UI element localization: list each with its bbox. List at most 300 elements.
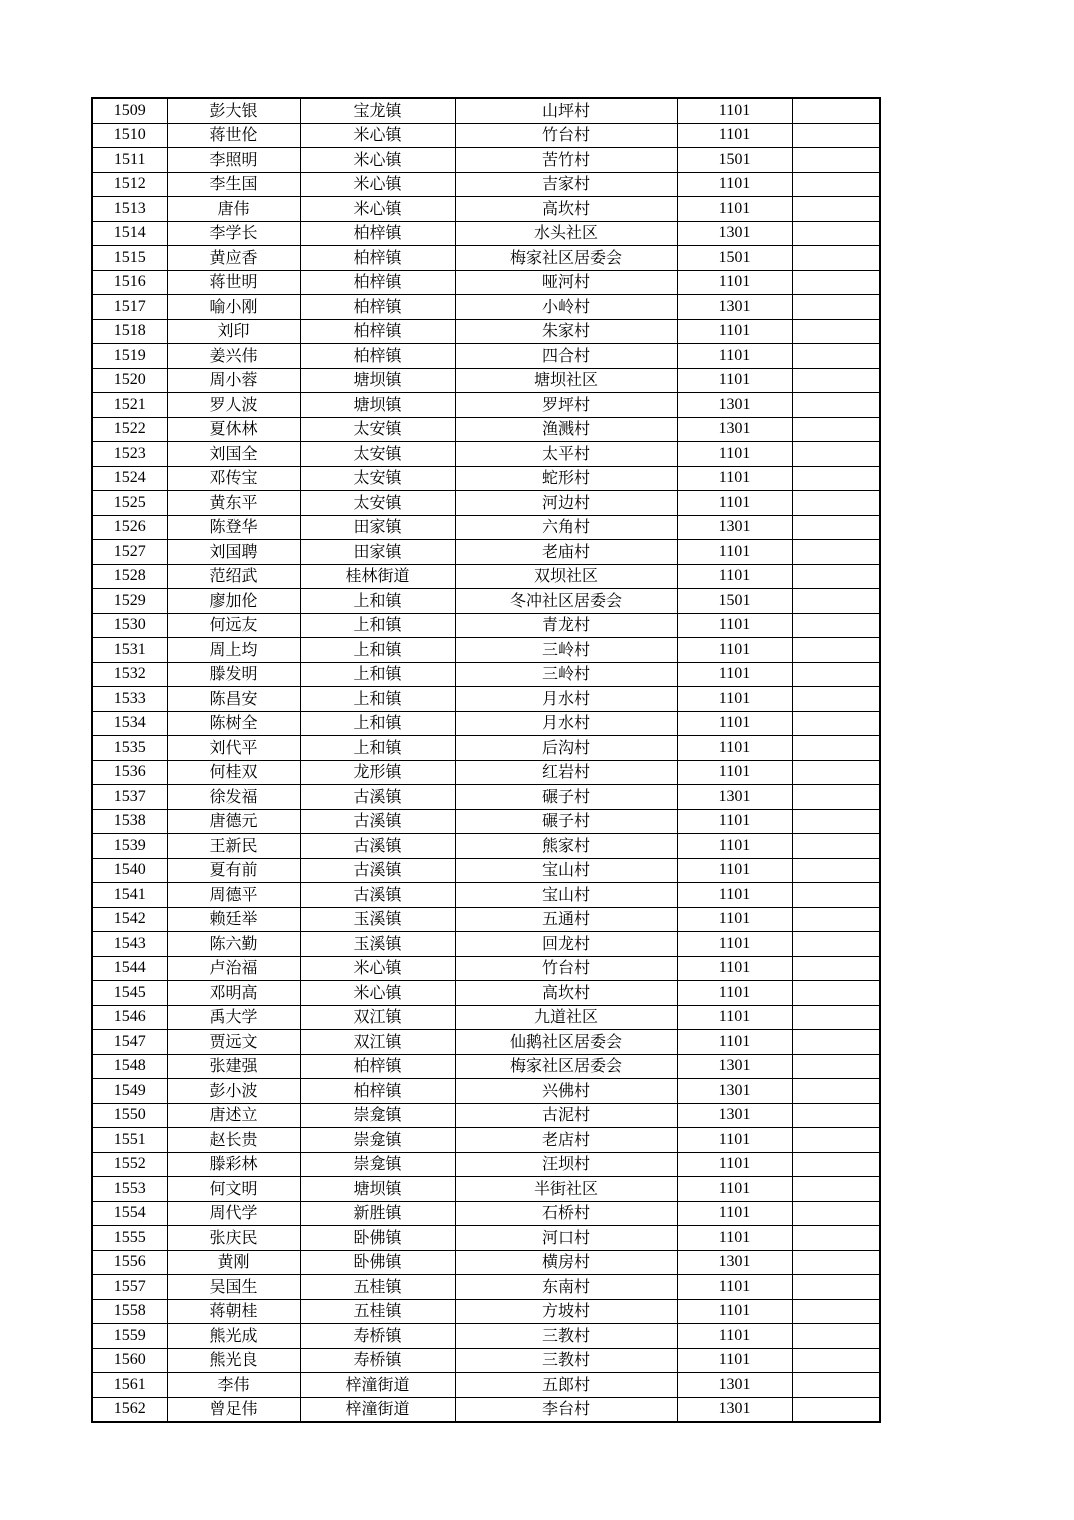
person-name-cell: 周代学 bbox=[167, 1201, 300, 1226]
code-cell: 1101 bbox=[677, 1201, 792, 1226]
empty-cell bbox=[792, 760, 880, 785]
code-cell: 1301 bbox=[677, 1250, 792, 1275]
village-cell: 三教村 bbox=[455, 1348, 677, 1373]
code-cell: 1301 bbox=[677, 393, 792, 418]
table-row bbox=[92, 1079, 880, 1104]
code-cell: 1501 bbox=[677, 246, 792, 271]
town-cell: 古溪镇 bbox=[300, 858, 455, 883]
person-name-cell: 李照明 bbox=[167, 148, 300, 173]
town-cell: 米心镇 bbox=[300, 172, 455, 197]
code-cell: 1101 bbox=[677, 858, 792, 883]
village-cell: 古泥村 bbox=[455, 1103, 677, 1128]
code-cell: 1101 bbox=[677, 809, 792, 834]
person-name-cell: 姜兴伟 bbox=[167, 344, 300, 369]
village-cell: 冬冲社区居委会 bbox=[455, 589, 677, 614]
town-cell: 太安镇 bbox=[300, 491, 455, 516]
town-cell: 双江镇 bbox=[300, 1005, 455, 1030]
person-name-cell: 卢治福 bbox=[167, 956, 300, 981]
person-name-cell: 滕彩林 bbox=[167, 1152, 300, 1177]
person-name-cell: 禹大学 bbox=[167, 1005, 300, 1030]
village-cell: 太平村 bbox=[455, 442, 677, 467]
code-cell: 1101 bbox=[677, 932, 792, 957]
code-cell: 1101 bbox=[677, 1030, 792, 1055]
village-cell: 青龙村 bbox=[455, 613, 677, 638]
town-cell: 柏梓镇 bbox=[300, 270, 455, 295]
row-number-cell: 1559 bbox=[92, 1324, 167, 1349]
town-cell: 玉溪镇 bbox=[300, 907, 455, 932]
row-number-cell: 1529 bbox=[92, 589, 167, 614]
village-cell: 后沟村 bbox=[455, 736, 677, 761]
row-number-cell: 1517 bbox=[92, 295, 167, 320]
code-cell: 1101 bbox=[677, 687, 792, 712]
row-number-cell: 1527 bbox=[92, 540, 167, 565]
village-cell: 横房村 bbox=[455, 1250, 677, 1275]
code-cell: 1101 bbox=[677, 1348, 792, 1373]
person-name-cell: 徐发福 bbox=[167, 785, 300, 810]
town-cell: 上和镇 bbox=[300, 613, 455, 638]
table-row bbox=[92, 172, 880, 197]
village-cell: 三岭村 bbox=[455, 662, 677, 687]
empty-cell bbox=[792, 1373, 880, 1398]
town-cell: 米心镇 bbox=[300, 148, 455, 173]
code-cell: 1101 bbox=[677, 907, 792, 932]
town-cell: 古溪镇 bbox=[300, 883, 455, 908]
town-cell: 柏梓镇 bbox=[300, 295, 455, 320]
town-cell: 桂林街道 bbox=[300, 564, 455, 589]
table-row bbox=[92, 1103, 880, 1128]
empty-cell bbox=[792, 148, 880, 173]
person-name-cell: 邓明高 bbox=[167, 981, 300, 1006]
town-cell: 上和镇 bbox=[300, 711, 455, 736]
row-number-cell: 1561 bbox=[92, 1373, 167, 1398]
village-cell: 五郎村 bbox=[455, 1373, 677, 1398]
code-cell: 1101 bbox=[677, 466, 792, 491]
table-row bbox=[92, 417, 880, 442]
person-name-cell: 唐德元 bbox=[167, 809, 300, 834]
empty-cell bbox=[792, 687, 880, 712]
table-row bbox=[92, 1373, 880, 1398]
village-cell: 兴佛村 bbox=[455, 1079, 677, 1104]
empty-cell bbox=[792, 858, 880, 883]
table-row bbox=[92, 858, 880, 883]
row-number-cell: 1543 bbox=[92, 932, 167, 957]
town-cell: 古溪镇 bbox=[300, 809, 455, 834]
code-cell: 1301 bbox=[677, 1054, 792, 1079]
empty-cell bbox=[792, 1103, 880, 1128]
village-cell: 哑河村 bbox=[455, 270, 677, 295]
village-cell: 竹台村 bbox=[455, 123, 677, 148]
code-cell: 1501 bbox=[677, 148, 792, 173]
row-number-cell: 1524 bbox=[92, 466, 167, 491]
row-number-cell: 1556 bbox=[92, 1250, 167, 1275]
village-cell: 五通村 bbox=[455, 907, 677, 932]
person-name-cell: 周小蓉 bbox=[167, 368, 300, 393]
town-cell: 太安镇 bbox=[300, 442, 455, 467]
table-row bbox=[92, 319, 880, 344]
town-cell: 田家镇 bbox=[300, 540, 455, 565]
row-number-cell: 1518 bbox=[92, 319, 167, 344]
town-cell: 卧佛镇 bbox=[300, 1250, 455, 1275]
town-cell: 古溪镇 bbox=[300, 834, 455, 859]
empty-cell bbox=[792, 1005, 880, 1030]
village-cell: 月水村 bbox=[455, 711, 677, 736]
code-cell: 1101 bbox=[677, 1324, 792, 1349]
person-name-cell: 黄刚 bbox=[167, 1250, 300, 1275]
town-cell: 上和镇 bbox=[300, 736, 455, 761]
table-row bbox=[92, 1054, 880, 1079]
empty-cell bbox=[792, 221, 880, 246]
empty-cell bbox=[792, 613, 880, 638]
empty-cell bbox=[792, 981, 880, 1006]
empty-cell bbox=[792, 785, 880, 810]
town-cell: 卧佛镇 bbox=[300, 1226, 455, 1251]
code-cell: 1301 bbox=[677, 221, 792, 246]
town-cell: 上和镇 bbox=[300, 638, 455, 663]
table-row bbox=[92, 1152, 880, 1177]
town-cell: 米心镇 bbox=[300, 956, 455, 981]
village-cell: 回龙村 bbox=[455, 932, 677, 957]
town-cell: 米心镇 bbox=[300, 981, 455, 1006]
person-name-cell: 唐伟 bbox=[167, 197, 300, 222]
empty-cell bbox=[792, 589, 880, 614]
person-name-cell: 李生国 bbox=[167, 172, 300, 197]
person-name-cell: 陈登华 bbox=[167, 515, 300, 540]
empty-cell bbox=[792, 1226, 880, 1251]
row-number-cell: 1539 bbox=[92, 834, 167, 859]
code-cell: 1101 bbox=[677, 1275, 792, 1300]
empty-cell bbox=[792, 1324, 880, 1349]
town-cell: 米心镇 bbox=[300, 123, 455, 148]
table-row bbox=[92, 466, 880, 491]
empty-cell bbox=[792, 123, 880, 148]
row-number-cell: 1534 bbox=[92, 711, 167, 736]
empty-cell bbox=[792, 1201, 880, 1226]
table-row bbox=[92, 295, 880, 320]
empty-cell bbox=[792, 393, 880, 418]
table-row bbox=[92, 613, 880, 638]
town-cell: 上和镇 bbox=[300, 687, 455, 712]
row-number-cell: 1513 bbox=[92, 197, 167, 222]
person-name-cell: 彭小波 bbox=[167, 1079, 300, 1104]
empty-cell bbox=[792, 1054, 880, 1079]
row-number-cell: 1549 bbox=[92, 1079, 167, 1104]
village-cell: 熊家村 bbox=[455, 834, 677, 859]
empty-cell bbox=[792, 662, 880, 687]
town-cell: 上和镇 bbox=[300, 662, 455, 687]
person-name-cell: 刘代平 bbox=[167, 736, 300, 761]
table-row bbox=[92, 711, 880, 736]
code-cell: 1101 bbox=[677, 540, 792, 565]
empty-cell bbox=[792, 1275, 880, 1300]
row-number-cell: 1554 bbox=[92, 1201, 167, 1226]
row-number-cell: 1531 bbox=[92, 638, 167, 663]
village-cell: 河边村 bbox=[455, 491, 677, 516]
code-cell: 1301 bbox=[677, 515, 792, 540]
village-cell: 六角村 bbox=[455, 515, 677, 540]
code-cell: 1301 bbox=[677, 1103, 792, 1128]
person-name-cell: 彭大银 bbox=[167, 98, 300, 123]
table-row bbox=[92, 540, 880, 565]
table-row bbox=[92, 148, 880, 173]
village-cell: 水头社区 bbox=[455, 221, 677, 246]
table-row bbox=[92, 1250, 880, 1275]
town-cell: 田家镇 bbox=[300, 515, 455, 540]
code-cell: 1101 bbox=[677, 883, 792, 908]
code-cell: 1101 bbox=[677, 613, 792, 638]
person-name-cell: 滕发明 bbox=[167, 662, 300, 687]
village-cell: 宝山村 bbox=[455, 883, 677, 908]
empty-cell bbox=[792, 1030, 880, 1055]
town-cell: 寿桥镇 bbox=[300, 1348, 455, 1373]
table-row bbox=[92, 393, 880, 418]
village-cell: 梅家社区居委会 bbox=[455, 246, 677, 271]
code-cell: 1301 bbox=[677, 295, 792, 320]
village-cell: 三教村 bbox=[455, 1324, 677, 1349]
town-cell: 太安镇 bbox=[300, 466, 455, 491]
table-row bbox=[92, 123, 880, 148]
village-cell: 山坪村 bbox=[455, 98, 677, 123]
person-name-cell: 王新民 bbox=[167, 834, 300, 859]
code-cell: 1101 bbox=[677, 1128, 792, 1153]
table-row bbox=[92, 662, 880, 687]
village-cell: 月水村 bbox=[455, 687, 677, 712]
person-name-cell: 蒋朝桂 bbox=[167, 1299, 300, 1324]
town-cell: 柏梓镇 bbox=[300, 246, 455, 271]
empty-cell bbox=[792, 1079, 880, 1104]
empty-cell bbox=[792, 319, 880, 344]
village-cell: 梅家社区居委会 bbox=[455, 1054, 677, 1079]
code-cell: 1101 bbox=[677, 638, 792, 663]
town-cell: 梓潼街道 bbox=[300, 1397, 455, 1422]
row-number-cell: 1535 bbox=[92, 736, 167, 761]
table-row bbox=[92, 687, 880, 712]
table-row bbox=[92, 270, 880, 295]
village-cell: 渔溅村 bbox=[455, 417, 677, 442]
roster-table-body bbox=[92, 98, 880, 1422]
code-cell: 1101 bbox=[677, 1226, 792, 1251]
person-name-cell: 周上均 bbox=[167, 638, 300, 663]
person-name-cell: 罗人波 bbox=[167, 393, 300, 418]
row-number-cell: 1536 bbox=[92, 760, 167, 785]
empty-cell bbox=[792, 809, 880, 834]
table-row bbox=[92, 1299, 880, 1324]
table-row bbox=[92, 883, 880, 908]
row-number-cell: 1512 bbox=[92, 172, 167, 197]
person-name-cell: 曾足伟 bbox=[167, 1397, 300, 1422]
row-number-cell: 1557 bbox=[92, 1275, 167, 1300]
person-name-cell: 刘印 bbox=[167, 319, 300, 344]
person-name-cell: 李学长 bbox=[167, 221, 300, 246]
village-cell: 塘坝社区 bbox=[455, 368, 677, 393]
table-row bbox=[92, 1324, 880, 1349]
empty-cell bbox=[792, 540, 880, 565]
person-name-cell: 赵长贵 bbox=[167, 1128, 300, 1153]
person-name-cell: 张建强 bbox=[167, 1054, 300, 1079]
person-name-cell: 何远友 bbox=[167, 613, 300, 638]
code-cell: 1101 bbox=[677, 491, 792, 516]
town-cell: 崇龛镇 bbox=[300, 1103, 455, 1128]
table-row bbox=[92, 1177, 880, 1202]
table-row bbox=[92, 760, 880, 785]
village-cell: 宝山村 bbox=[455, 858, 677, 883]
empty-cell bbox=[792, 883, 880, 908]
table-row bbox=[92, 785, 880, 810]
code-cell: 1301 bbox=[677, 1397, 792, 1422]
village-cell: 四合村 bbox=[455, 344, 677, 369]
person-name-cell: 唐述立 bbox=[167, 1103, 300, 1128]
village-cell: 三岭村 bbox=[455, 638, 677, 663]
person-name-cell: 刘国聘 bbox=[167, 540, 300, 565]
village-cell: 碾子村 bbox=[455, 785, 677, 810]
table-row bbox=[92, 907, 880, 932]
code-cell: 1101 bbox=[677, 319, 792, 344]
town-cell: 崇龛镇 bbox=[300, 1152, 455, 1177]
code-cell: 1101 bbox=[677, 564, 792, 589]
table-row bbox=[92, 834, 880, 859]
code-cell: 1301 bbox=[677, 1373, 792, 1398]
table-row bbox=[92, 515, 880, 540]
village-cell: 小岭村 bbox=[455, 295, 677, 320]
empty-cell bbox=[792, 197, 880, 222]
empty-cell bbox=[792, 270, 880, 295]
person-name-cell: 邓传宝 bbox=[167, 466, 300, 491]
roster-table bbox=[91, 97, 881, 1423]
row-number-cell: 1560 bbox=[92, 1348, 167, 1373]
table-row bbox=[92, 809, 880, 834]
table-row bbox=[92, 589, 880, 614]
row-number-cell: 1538 bbox=[92, 809, 167, 834]
person-name-cell: 李伟 bbox=[167, 1373, 300, 1398]
town-cell: 塘坝镇 bbox=[300, 1177, 455, 1202]
empty-cell bbox=[792, 1128, 880, 1153]
empty-cell bbox=[792, 834, 880, 859]
code-cell: 1101 bbox=[677, 344, 792, 369]
town-cell: 米心镇 bbox=[300, 197, 455, 222]
code-cell: 1101 bbox=[677, 1177, 792, 1202]
row-number-cell: 1552 bbox=[92, 1152, 167, 1177]
empty-cell bbox=[792, 98, 880, 123]
row-number-cell: 1515 bbox=[92, 246, 167, 271]
town-cell: 柏梓镇 bbox=[300, 344, 455, 369]
row-number-cell: 1562 bbox=[92, 1397, 167, 1422]
row-number-cell: 1516 bbox=[92, 270, 167, 295]
town-cell: 龙形镇 bbox=[300, 760, 455, 785]
empty-cell bbox=[792, 466, 880, 491]
person-name-cell: 熊光成 bbox=[167, 1324, 300, 1349]
empty-cell bbox=[792, 368, 880, 393]
table-row bbox=[92, 1397, 880, 1422]
empty-cell bbox=[792, 1152, 880, 1177]
table-row bbox=[92, 1275, 880, 1300]
village-cell: 河口村 bbox=[455, 1226, 677, 1251]
town-cell: 玉溪镇 bbox=[300, 932, 455, 957]
empty-cell bbox=[792, 1250, 880, 1275]
empty-cell bbox=[792, 1397, 880, 1422]
village-cell: 朱家村 bbox=[455, 319, 677, 344]
village-cell: 高坎村 bbox=[455, 197, 677, 222]
row-number-cell: 1551 bbox=[92, 1128, 167, 1153]
person-name-cell: 蒋世明 bbox=[167, 270, 300, 295]
row-number-cell: 1550 bbox=[92, 1103, 167, 1128]
person-name-cell: 范绍武 bbox=[167, 564, 300, 589]
table-row bbox=[92, 564, 880, 589]
row-number-cell: 1526 bbox=[92, 515, 167, 540]
person-name-cell: 刘国全 bbox=[167, 442, 300, 467]
row-number-cell: 1520 bbox=[92, 368, 167, 393]
person-name-cell: 赖廷举 bbox=[167, 907, 300, 932]
town-cell: 柏梓镇 bbox=[300, 1054, 455, 1079]
town-cell: 太安镇 bbox=[300, 417, 455, 442]
code-cell: 1301 bbox=[677, 417, 792, 442]
empty-cell bbox=[792, 907, 880, 932]
empty-cell bbox=[792, 956, 880, 981]
empty-cell bbox=[792, 246, 880, 271]
empty-cell bbox=[792, 442, 880, 467]
table-row bbox=[92, 368, 880, 393]
table-row bbox=[92, 1030, 880, 1055]
row-number-cell: 1523 bbox=[92, 442, 167, 467]
row-number-cell: 1521 bbox=[92, 393, 167, 418]
village-cell: 双坝社区 bbox=[455, 564, 677, 589]
person-name-cell: 张庆民 bbox=[167, 1226, 300, 1251]
empty-cell bbox=[792, 1299, 880, 1324]
empty-cell bbox=[792, 638, 880, 663]
table-row bbox=[92, 1005, 880, 1030]
code-cell: 1101 bbox=[677, 123, 792, 148]
row-number-cell: 1545 bbox=[92, 981, 167, 1006]
town-cell: 柏梓镇 bbox=[300, 1079, 455, 1104]
row-number-cell: 1509 bbox=[92, 98, 167, 123]
village-cell: 吉家村 bbox=[455, 172, 677, 197]
person-name-cell: 周德平 bbox=[167, 883, 300, 908]
village-cell: 碾子村 bbox=[455, 809, 677, 834]
row-number-cell: 1528 bbox=[92, 564, 167, 589]
table-row bbox=[92, 1226, 880, 1251]
empty-cell bbox=[792, 491, 880, 516]
village-cell: 半街社区 bbox=[455, 1177, 677, 1202]
code-cell: 1101 bbox=[677, 1299, 792, 1324]
town-cell: 柏梓镇 bbox=[300, 221, 455, 246]
table-row bbox=[92, 932, 880, 957]
row-number-cell: 1542 bbox=[92, 907, 167, 932]
empty-cell bbox=[792, 515, 880, 540]
code-cell: 1101 bbox=[677, 956, 792, 981]
empty-cell bbox=[792, 172, 880, 197]
code-cell: 1101 bbox=[677, 270, 792, 295]
row-number-cell: 1547 bbox=[92, 1030, 167, 1055]
row-number-cell: 1511 bbox=[92, 148, 167, 173]
code-cell: 1101 bbox=[677, 981, 792, 1006]
village-cell: 蛇形村 bbox=[455, 466, 677, 491]
table-row bbox=[92, 736, 880, 761]
person-name-cell: 何文明 bbox=[167, 1177, 300, 1202]
empty-cell bbox=[792, 295, 880, 320]
row-number-cell: 1548 bbox=[92, 1054, 167, 1079]
person-name-cell: 何桂双 bbox=[167, 760, 300, 785]
person-name-cell: 黄应香 bbox=[167, 246, 300, 271]
village-cell: 竹台村 bbox=[455, 956, 677, 981]
code-cell: 1101 bbox=[677, 1152, 792, 1177]
row-number-cell: 1553 bbox=[92, 1177, 167, 1202]
row-number-cell: 1541 bbox=[92, 883, 167, 908]
town-cell: 塘坝镇 bbox=[300, 393, 455, 418]
town-cell: 上和镇 bbox=[300, 589, 455, 614]
row-number-cell: 1519 bbox=[92, 344, 167, 369]
person-name-cell: 陈树全 bbox=[167, 711, 300, 736]
row-number-cell: 1537 bbox=[92, 785, 167, 810]
code-cell: 1101 bbox=[677, 760, 792, 785]
village-cell: 方坡村 bbox=[455, 1299, 677, 1324]
